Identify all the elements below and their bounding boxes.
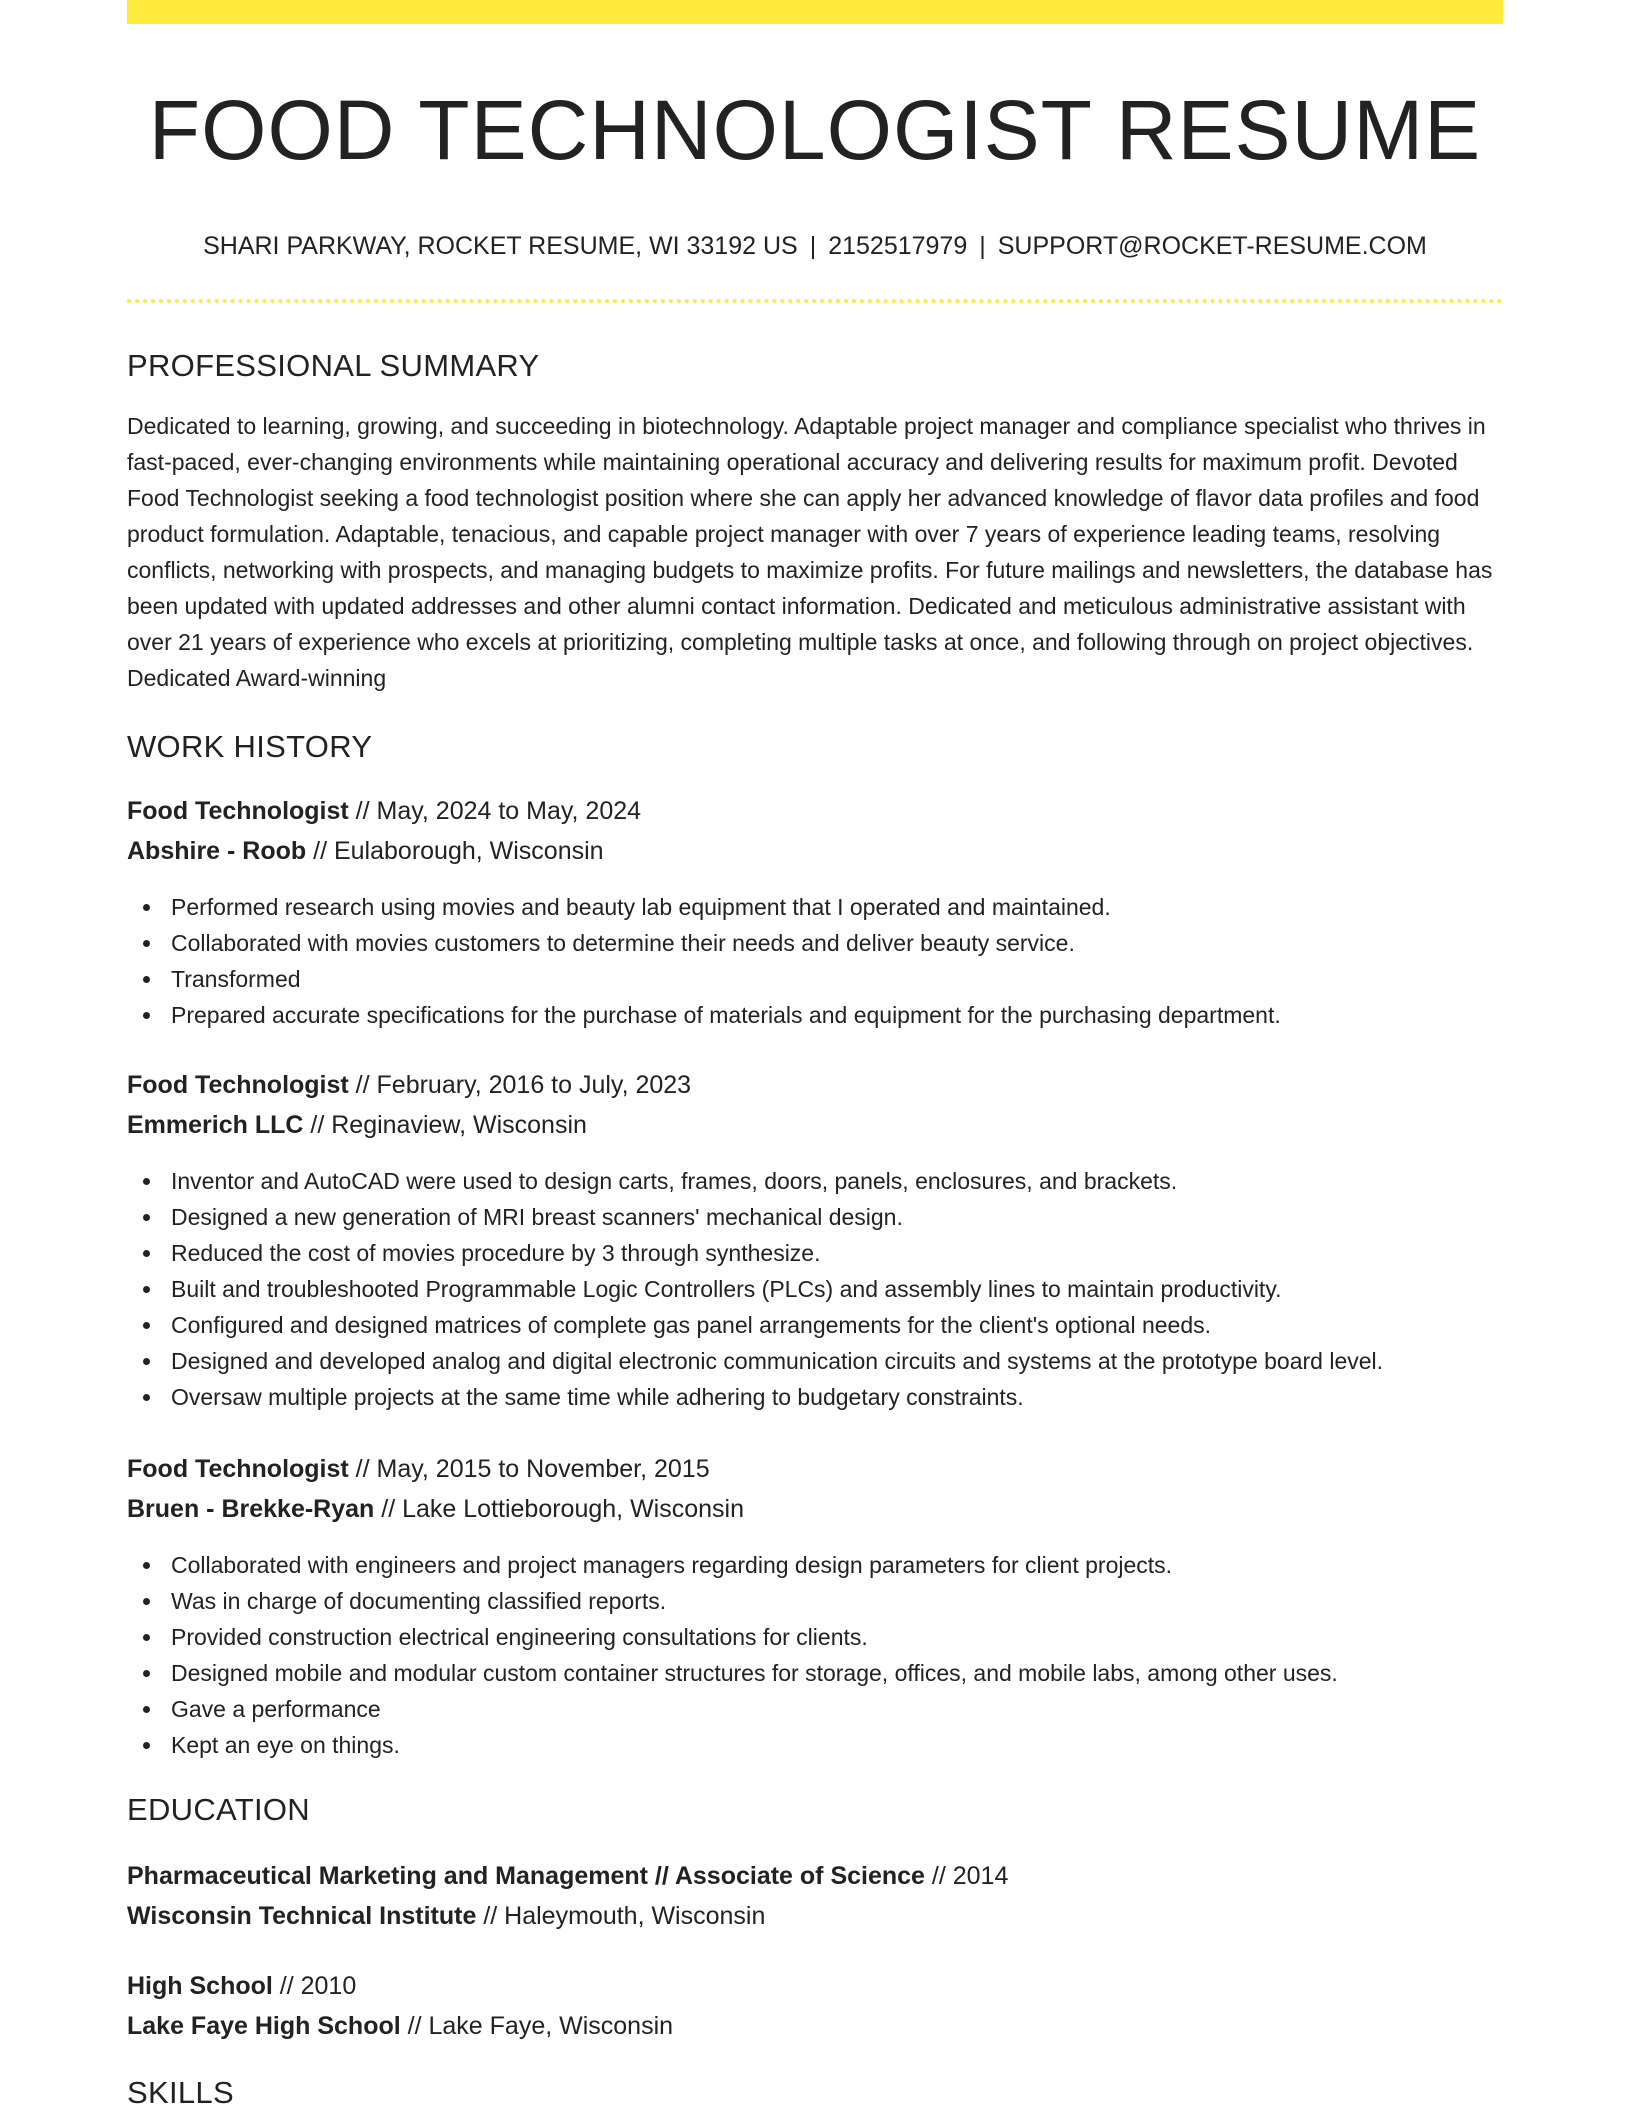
field-divider: // [303,1110,332,1139]
bullet-dot-icon [143,1598,150,1605]
work-history-heading: WORK HISTORY [127,728,373,764]
list-item [127,1727,1503,1763]
field-divider: // [924,1862,953,1891]
bullet-dot-icon [143,940,150,947]
field-divider: // [272,1972,301,2001]
job-dates: May, 2015 to November, 2015 [376,1454,710,1483]
bullet-dot-icon [143,1250,150,1257]
bullet-text: Designed and developed analog and digital electronic communication circuits and systems at the prototype board level. [171,1347,1384,1374]
contact-phone: 2152517979 [828,231,968,260]
bullet-dot-icon [143,1634,150,1641]
education-school: Wisconsin Technical Institute [127,1902,477,1931]
job-dates: May, 2024 to May, 2024 [376,796,642,825]
education-location: Lake Faye, Wisconsin [428,2012,674,2041]
education-heading: EDUCATION [127,1791,310,1827]
resume-page [127,0,1503,2111]
job-bullets [127,889,1503,1033]
bullet-dot-icon [143,1214,150,1221]
bullet-dot-icon [143,1394,150,1401]
bullet-text: Prepared accurate specifications for the purchase of materials and equipment for the purchasing department. [171,1001,1281,1028]
field-divider: // [476,1902,505,1931]
top-accent-bar [127,0,1503,24]
education-entry [127,1856,1503,1936]
education-entry [127,1966,1503,2046]
job-company-line [127,1105,1503,1145]
list-item [127,1199,1503,1235]
bullet-text: Built and troubleshooted Programmable Logic Controllers (PLCs) and assembly lines to maintain productivity. [171,1275,1282,1302]
list-item [127,1343,1503,1379]
bullet-dot-icon [143,1742,150,1749]
list-item [127,1379,1503,1415]
summary-heading: PROFESSIONAL SUMMARY [127,347,540,383]
job-title: Food Technologist [127,796,349,825]
bullet-dot-icon [143,1562,150,1569]
field-divider: // [348,1454,377,1483]
job-title: Food Technologist [127,1454,349,1483]
job-title-line [127,791,1503,831]
job-company-line [127,1489,1503,1529]
job-company: Bruen - Brekke-Ryan [127,1494,375,1523]
resume-title: FOOD TECHNOLOGIST RESUME [148,83,1482,177]
job-company-line [127,831,1503,871]
bullet-dot-icon [143,1286,150,1293]
field-divider: // [374,1494,403,1523]
field-divider: // [348,796,377,825]
list-item [127,1691,1503,1727]
job-title-line [127,1449,1503,1489]
bullet-dot-icon [143,1706,150,1713]
bullet-text: Collaborated with movies customers to determine their needs and deliver beauty service. [171,929,1075,956]
education-year: 2010 [300,1972,357,2001]
header-divider [127,299,1503,303]
bullet-text: Kept an eye on things. [171,1731,400,1758]
bullet-dot-icon [143,1012,150,1019]
contact-line [127,231,1503,261]
field-divider: // [348,1070,377,1099]
education-year: 2014 [952,1862,1009,1891]
list-item [127,1307,1503,1343]
skills-heading: SKILLS [127,2075,234,2111]
job-title: Food Technologist [127,1070,349,1099]
job-entry [127,1449,1503,1763]
contact-email: SUPPORT@ROCKET-RESUME.COM [997,231,1427,260]
list-item [127,925,1503,961]
bullet-dot-icon [143,904,150,911]
job-title-line [127,1065,1503,1105]
job-entry [127,791,1503,1033]
bullet-dot-icon [143,1322,150,1329]
contact-address: SHARI PARKWAY, ROCKET RESUME, WI 33192 US [203,231,798,260]
education-location: Haleymouth, Wisconsin [504,1902,766,1931]
job-dates: February, 2016 to July, 2023 [376,1070,692,1099]
list-item [127,1619,1503,1655]
bullet-text: Was in charge of documenting classified reports. [171,1587,667,1614]
job-entry [127,1065,1503,1415]
summary-text: Dedicated to learning, growing, and succeeding in biotechnology. Adaptable project manager and compliance specialist who thrives in fast-paced, ever-changing environments while maintaining operational accuracy and delivering results for maximum profit. Devoted Food Technologist seeking a food technologist position where she can apply her advanced knowledge of flavor data profiles and food product formulation. Adaptable, tenacious, and capable project manager with over 7 years of experience leading teams, resolving conflicts, networking with prospects, and managing budgets to maximize profits. For future mailings and newsletters, the database has been updated with updated addresses and other alumni contact information. Dedicated and meticulous administrative assistant with over 21 years of experience who excels at prioritizing, completing multiple tasks at once, and following through on project objectives. Dedicated Award-winning [127,412,1493,691]
list-item [127,1235,1503,1271]
list-item [127,1655,1503,1691]
job-location: Eulaborough, Wisconsin [333,836,604,865]
list-item [127,961,1503,997]
bullet-text: Configured and designed matrices of complete gas panel arrangements for the client's optional needs. [171,1311,1212,1338]
bullet-text: Reduced the cost of movies procedure by 3 through synthesize. [171,1239,821,1266]
education-program-line [127,1966,1503,2006]
bullet-text: Designed a new generation of MRI breast scanners' mechanical design. [171,1203,903,1230]
education-school-line [127,2006,1503,2046]
field-divider: // [306,836,334,865]
bullet-text: Collaborated with engineers and project managers regarding design parameters for client projects. [171,1551,1173,1578]
bullet-text: Provided construction electrical engineering consultations for clients. [171,1623,868,1650]
bullet-dot-icon [143,1178,150,1185]
bullet-text: Gave a performance [171,1695,381,1722]
job-company: Emmerich LLC [127,1110,304,1139]
bullet-text: Designed mobile and modular custom container structures for storage, offices, and mobile labs, among other uses. [171,1659,1338,1686]
list-item [127,1547,1503,1583]
list-item [127,997,1503,1033]
bullet-text: Oversaw multiple projects at the same time while adhering to budgetary constraints. [171,1383,1024,1410]
bullet-text: Performed research using movies and beauty lab equipment that I operated and maintained. [171,893,1111,920]
job-location: Lake Lottieborough, Wisconsin [402,1494,744,1523]
list-item [127,1163,1503,1199]
bullet-text: Inventor and AutoCAD were used to design carts, frames, doors, panels, enclosures, and brackets. [171,1167,1178,1194]
field-divider: // [400,2012,429,2041]
job-location: Reginaview, Wisconsin [331,1110,587,1139]
list-item [127,1271,1503,1307]
bullet-dot-icon [143,976,150,983]
bullet-dot-icon [143,1670,150,1677]
job-bullets [127,1163,1503,1415]
list-item [127,889,1503,925]
job-company: Abshire - Roob [127,836,307,865]
education-school: Lake Faye High School [127,2012,401,2041]
bullet-text: Transformed [171,965,301,992]
education-program: Pharmaceutical Marketing and Management // Associate of Science [127,1862,925,1891]
education-program-line [127,1856,1503,1896]
job-bullets [127,1547,1503,1763]
contact-separator: | [979,231,986,260]
bullet-dot-icon [143,1358,150,1365]
education-program: High School [127,1972,273,2001]
list-item [127,1583,1503,1619]
education-school-line [127,1896,1503,1936]
contact-separator: | [809,231,817,260]
